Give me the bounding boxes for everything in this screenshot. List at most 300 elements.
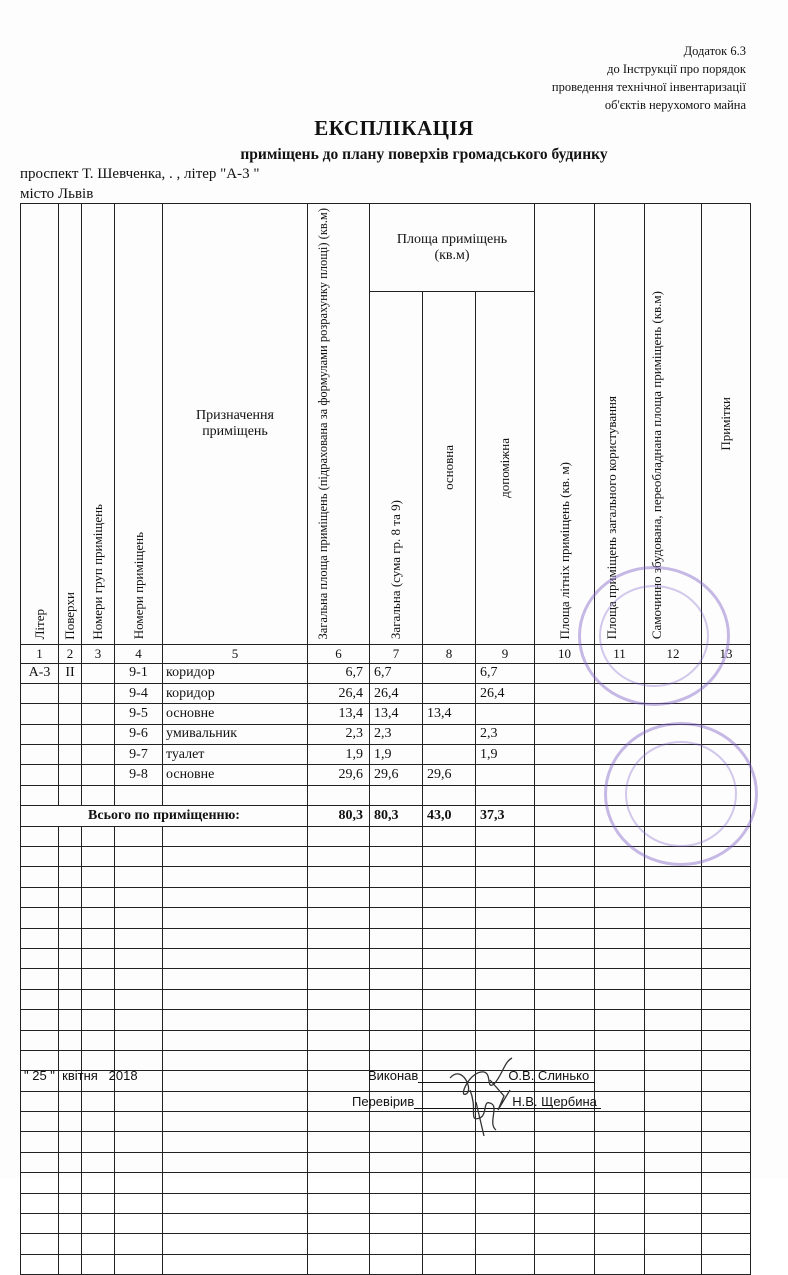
col-number: 10 (535, 644, 595, 663)
table-cell (163, 1152, 308, 1172)
cell-liter (21, 724, 59, 744)
cell-floor (59, 683, 82, 703)
table-cell (59, 908, 82, 928)
table-cell (423, 1152, 476, 1172)
table-cell (308, 908, 370, 928)
table-cell (645, 1010, 702, 1030)
table-cell (370, 785, 423, 805)
table-cell (370, 1010, 423, 1030)
table-cell (370, 908, 423, 928)
table-cell (423, 1193, 476, 1213)
table-cell (308, 1234, 370, 1254)
table-cell (645, 928, 702, 948)
table-cell (476, 1254, 535, 1274)
col-number: 11 (595, 644, 645, 663)
cell-sum: 1,9 (370, 745, 423, 765)
official-stamp (578, 566, 730, 706)
table-cell (115, 1030, 163, 1050)
table-cell (370, 1152, 423, 1172)
col-number: 4 (115, 644, 163, 663)
table-cell (308, 1071, 370, 1091)
date-year: 2018 (108, 1068, 138, 1083)
table-cell (21, 867, 59, 887)
table-cell (308, 1132, 370, 1152)
table-cell (535, 989, 595, 1009)
cell-room: 9-5 (115, 704, 163, 724)
table-cell (21, 1112, 59, 1132)
table-cell (21, 948, 59, 968)
table-cell (595, 1152, 645, 1172)
table-cell (163, 867, 308, 887)
table-cell (645, 1234, 702, 1254)
cell-room: 9-8 (115, 765, 163, 785)
table-cell (59, 1152, 82, 1172)
table-cell (595, 1030, 645, 1050)
cell-aux: 1,9 (476, 745, 535, 765)
table-cell (595, 704, 645, 724)
cell-aux: 6,7 (476, 663, 535, 683)
address-line: проспект Т. Шевченка, . , літер "А-3 " (20, 166, 260, 182)
table-cell (370, 826, 423, 846)
table-cell (21, 908, 59, 928)
table-cell (645, 969, 702, 989)
cell-group (82, 765, 115, 785)
table-cell (645, 1173, 702, 1193)
cell-floor (59, 745, 82, 765)
table-cell (82, 1132, 115, 1152)
table-cell (59, 1132, 82, 1152)
table-cell (423, 1030, 476, 1050)
table-cell (702, 1091, 751, 1111)
table-cell (595, 887, 645, 907)
cell-main: 29,6 (423, 765, 476, 785)
table-cell (163, 887, 308, 907)
table-cell (115, 1091, 163, 1111)
signature-checked (452, 1080, 512, 1140)
col-number: 5 (163, 644, 308, 663)
table-cell (595, 1214, 645, 1234)
table-row (21, 704, 751, 724)
table-cell (82, 887, 115, 907)
table-cell (59, 847, 82, 867)
table-cell (535, 928, 595, 948)
col-number: 12 (645, 644, 702, 663)
table-cell (59, 989, 82, 1009)
table-cell (535, 1030, 595, 1050)
table-cell (82, 1214, 115, 1234)
table-cell (163, 1071, 308, 1091)
cell-sum: 13,4 (370, 704, 423, 724)
header-floors: Поверхи (59, 204, 82, 645)
table-cell (59, 1214, 82, 1234)
table-cell (645, 948, 702, 968)
table-cell (476, 867, 535, 887)
table-cell (115, 1214, 163, 1234)
table-cell (423, 826, 476, 846)
table-cell (308, 847, 370, 867)
table-cell (370, 989, 423, 1009)
cell-aux: 2,3 (476, 724, 535, 744)
table-cell (645, 1071, 702, 1091)
table-cell (163, 1030, 308, 1050)
table-cell (308, 1050, 370, 1070)
table-cell (163, 1112, 308, 1132)
table-cell (163, 928, 308, 948)
table-row (21, 948, 751, 968)
table-row (21, 1152, 751, 1172)
document-title: ЕКСПЛІКАЦІЯ (314, 116, 474, 140)
header-common-use-area: Площа приміщень загального користування (595, 204, 645, 645)
table-cell (535, 1254, 595, 1274)
table-cell (115, 928, 163, 948)
table-cell (702, 1152, 751, 1172)
table-cell (115, 1152, 163, 1172)
table-cell (82, 928, 115, 948)
table-cell (308, 867, 370, 887)
annex-line: Додаток 6.3 (683, 44, 746, 58)
table-cell (370, 1234, 423, 1254)
col-number: 9 (476, 644, 535, 663)
cell-sum: 6,7 (370, 663, 423, 683)
table-cell (535, 948, 595, 968)
table-cell (59, 1112, 82, 1132)
cell-floor (59, 724, 82, 744)
table-cell (702, 1050, 751, 1070)
table-cell (370, 847, 423, 867)
cell-aux: 26,4 (476, 683, 535, 703)
table-cell (308, 989, 370, 1009)
performed-label: Виконав (368, 1068, 419, 1083)
date-day: " 25 " (24, 1068, 55, 1083)
header-area-main: основна (423, 292, 476, 644)
table-cell (163, 826, 308, 846)
cell-total: 6,7 (308, 663, 370, 683)
header-unauthorized-area: Самочинно збудована, переобладнана площа приміщень (кв.м) (645, 204, 702, 645)
cell-total: 13,4 (308, 704, 370, 724)
table-cell (370, 1173, 423, 1193)
table-cell (82, 948, 115, 968)
table-cell (163, 1193, 308, 1213)
table-cell (82, 1254, 115, 1274)
table-cell (308, 948, 370, 968)
header-purpose: Призначення приміщень (163, 204, 308, 645)
table-cell (163, 1173, 308, 1193)
cell-room: 9-7 (115, 745, 163, 765)
table-cell (645, 1214, 702, 1234)
table-cell (702, 1112, 751, 1132)
cell-aux (476, 765, 535, 785)
table-cell (82, 1152, 115, 1172)
table-cell (702, 1132, 751, 1152)
cell-group (82, 745, 115, 765)
table-cell (535, 1193, 595, 1213)
table-cell (59, 1173, 82, 1193)
col-number: 6 (308, 644, 370, 663)
totals-label: Всього по приміщенню: (21, 806, 308, 826)
table-cell (423, 1234, 476, 1254)
annex-line: проведення технічної інвентаризації (551, 80, 746, 94)
table-cell (476, 1193, 535, 1213)
cell-floor (59, 765, 82, 785)
table-cell (535, 745, 595, 765)
table-cell (308, 1030, 370, 1050)
table-cell (82, 1030, 115, 1050)
table-cell (59, 887, 82, 907)
table-cell (163, 1214, 308, 1234)
cell-main (423, 663, 476, 683)
header-area-group: Площа приміщень (кв.м) (370, 204, 535, 292)
table-cell (82, 1010, 115, 1030)
table-cell (595, 1091, 645, 1111)
table-cell (535, 847, 595, 867)
table-cell (82, 908, 115, 928)
table-cell (308, 1112, 370, 1132)
table-cell (308, 826, 370, 846)
col-number: 7 (370, 644, 423, 663)
table-cell (115, 847, 163, 867)
table-cell (21, 1214, 59, 1234)
table-cell (535, 1152, 595, 1172)
table-cell (595, 1234, 645, 1254)
table-cell (59, 826, 82, 846)
table-cell (21, 969, 59, 989)
table-cell (535, 724, 595, 744)
table-cell (163, 1010, 308, 1030)
table-cell (476, 1152, 535, 1172)
table-cell (476, 887, 535, 907)
table-cell (21, 1254, 59, 1274)
table-cell (115, 867, 163, 887)
table-cell (595, 948, 645, 968)
table-cell (702, 1030, 751, 1050)
table-cell (21, 847, 59, 867)
table-cell (308, 785, 370, 805)
table-cell (702, 1214, 751, 1234)
table-cell (702, 1173, 751, 1193)
header-liter: Літер (21, 204, 59, 645)
table-cell (21, 887, 59, 907)
table-cell (423, 847, 476, 867)
city-line: місто Львів (20, 186, 94, 202)
table-cell (163, 948, 308, 968)
table-cell (163, 1234, 308, 1254)
col-number: 2 (59, 644, 82, 663)
table-cell (535, 785, 595, 805)
table-cell (82, 826, 115, 846)
table-cell (595, 1193, 645, 1213)
cell-room: 9-4 (115, 683, 163, 703)
table-cell (308, 969, 370, 989)
table-cell (702, 1010, 751, 1030)
table-cell (82, 1193, 115, 1213)
table-cell (702, 928, 751, 948)
table-cell (702, 948, 751, 968)
table-cell (702, 1193, 751, 1213)
table-cell (595, 1173, 645, 1193)
table-cell (115, 1010, 163, 1030)
table-row (21, 969, 751, 989)
table-cell (21, 1152, 59, 1172)
table-cell (595, 1071, 645, 1091)
table-cell (82, 969, 115, 989)
table-cell (595, 1132, 645, 1152)
cell-main (423, 745, 476, 765)
table-cell (535, 826, 595, 846)
official-stamp (604, 722, 758, 866)
table-cell (163, 785, 308, 805)
table-cell (370, 1132, 423, 1152)
table-row (21, 1234, 751, 1254)
table-cell (535, 1010, 595, 1030)
table-cell (308, 1010, 370, 1030)
col-number: 13 (702, 644, 751, 663)
cell-floor (59, 704, 82, 724)
table-cell (535, 704, 595, 724)
table-cell (645, 1050, 702, 1070)
cell-purpose: коридор (163, 663, 308, 683)
table-row (21, 867, 751, 887)
table-cell (370, 887, 423, 907)
table-cell (370, 1112, 423, 1132)
table-cell (115, 989, 163, 1009)
table-cell (21, 928, 59, 948)
table-cell (476, 785, 535, 805)
table-cell (645, 1112, 702, 1132)
table-cell (476, 1030, 535, 1050)
table-cell (115, 1132, 163, 1152)
table-cell (476, 969, 535, 989)
table-cell (645, 1254, 702, 1274)
table-row (21, 908, 751, 928)
table-row (21, 989, 751, 1009)
table-cell (423, 1010, 476, 1030)
table-cell (423, 948, 476, 968)
cell-group (82, 724, 115, 744)
table-cell (21, 1173, 59, 1193)
table-cell (702, 1234, 751, 1254)
cell-total: 26,4 (308, 683, 370, 703)
table-cell (645, 887, 702, 907)
table-cell (476, 908, 535, 928)
date-month: квітня (62, 1068, 98, 1083)
table-cell (535, 887, 595, 907)
table-cell (595, 1112, 645, 1132)
cell-group (82, 683, 115, 703)
table-cell (535, 765, 595, 785)
table-cell (163, 969, 308, 989)
table-row (21, 1030, 751, 1050)
table-cell (423, 1173, 476, 1193)
cell-group (82, 704, 115, 724)
table-cell (702, 1254, 751, 1274)
table-cell (476, 948, 535, 968)
table-cell (59, 1010, 82, 1030)
header-group-numbers: Номери груп приміщень (82, 204, 115, 645)
col-number: 1 (21, 644, 59, 663)
table-cell (59, 928, 82, 948)
table-cell (21, 1010, 59, 1030)
table-row (21, 1173, 751, 1193)
table-cell (702, 683, 751, 703)
cell-liter (21, 765, 59, 785)
table-cell (423, 928, 476, 948)
totals-sum: 80,3 (370, 806, 423, 826)
table-cell (702, 989, 751, 1009)
cell-liter (21, 704, 59, 724)
totals-total: 80,3 (308, 806, 370, 826)
table-cell (645, 1193, 702, 1213)
table-cell (115, 887, 163, 907)
table-cell (115, 1112, 163, 1132)
table-cell (21, 826, 59, 846)
table-row (21, 1254, 751, 1274)
header-notes: Примітки (702, 204, 751, 645)
cell-sum: 2,3 (370, 724, 423, 744)
table-cell (82, 847, 115, 867)
table-row (21, 1193, 751, 1213)
table-cell (308, 1193, 370, 1213)
header-area-total: Загальна (сума гр. 8 та 9) (370, 292, 423, 644)
table-cell (82, 1234, 115, 1254)
table-cell (535, 1132, 595, 1152)
table-cell (308, 1214, 370, 1234)
table-cell (21, 1132, 59, 1152)
table-cell (163, 989, 308, 1009)
table-cell (595, 969, 645, 989)
table-cell (59, 867, 82, 887)
col-number: 3 (82, 644, 115, 663)
table-cell (595, 908, 645, 928)
table-row (21, 1010, 751, 1030)
table-cell (645, 1132, 702, 1152)
table-cell (308, 1254, 370, 1274)
table-cell (370, 867, 423, 887)
cell-total: 1,9 (308, 745, 370, 765)
table-cell (115, 1173, 163, 1193)
cell-room: 9-6 (115, 724, 163, 744)
table-cell (476, 1214, 535, 1234)
annex-line: до Інструкції про порядок (607, 62, 746, 76)
table-row (21, 1132, 751, 1152)
table-cell (645, 867, 702, 887)
table-cell (476, 928, 535, 948)
table-cell (702, 867, 751, 887)
table-cell (59, 1254, 82, 1274)
table-cell (308, 887, 370, 907)
table-cell (59, 969, 82, 989)
table-cell (59, 1030, 82, 1050)
table-cell (21, 1234, 59, 1254)
cell-main (423, 683, 476, 703)
table-cell (535, 867, 595, 887)
table-cell (535, 683, 595, 703)
cell-floor: II (59, 663, 82, 683)
table-cell (595, 1050, 645, 1070)
table-cell (370, 1030, 423, 1050)
table-cell (370, 928, 423, 948)
cell-sum: 26,4 (370, 683, 423, 703)
table-cell (423, 989, 476, 1009)
table-cell (115, 826, 163, 846)
cell-total: 2,3 (308, 724, 370, 744)
table-row (21, 1112, 751, 1132)
cell-aux (476, 704, 535, 724)
table-cell (702, 969, 751, 989)
table-cell (645, 908, 702, 928)
table-cell (595, 928, 645, 948)
header-total-area: Загальна площа приміщень (підрахована за формулами розрахунку площі) (кв.м) (308, 204, 370, 645)
table-cell (21, 785, 59, 805)
